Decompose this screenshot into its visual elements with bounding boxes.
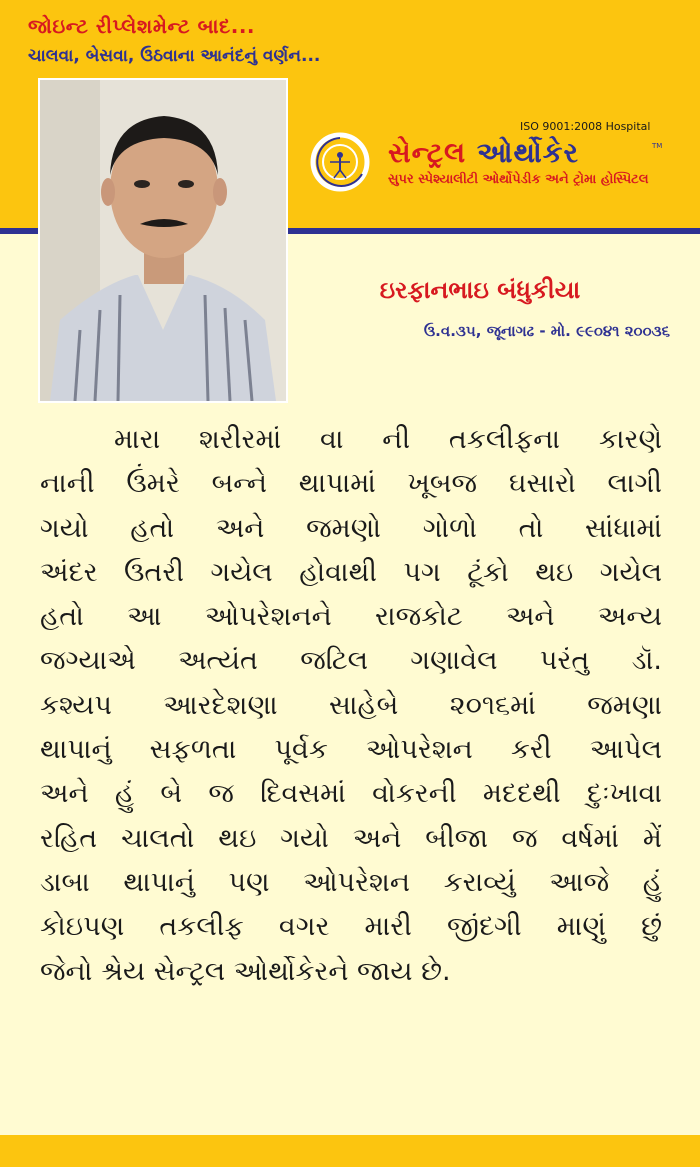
testimonial-line: હતો આ ઓપરેશનને રાજકોટ અને અન્ય xyxy=(40,601,662,633)
testimonial-line: થાપાનું સફળતા પૂર્વક ઓપરેશન કરી આપેલ xyxy=(40,734,662,766)
testimonial-line: મારા શરીરમાં વા ની તકલીફના કારણે xyxy=(114,424,662,455)
subheadline: ચાલવા, બેસવા, ઉઠવાના આનંદનું વર્ણન... xyxy=(28,46,321,66)
patient-photo xyxy=(38,78,288,403)
testimonial-text xyxy=(40,418,662,994)
patient-portrait-icon xyxy=(40,80,286,401)
testimonial-line: કશ્યપ આરદેશણા સાહેબે ૨૦૧૬માં જમણા xyxy=(40,689,662,721)
testimonial-line: કોઇપણ તકલીફ વગર મારી જીંદગી માણું છું xyxy=(40,911,662,943)
testimonial-line: ગયો હતો અને જમણો ગોળો તો સાંધામાં xyxy=(40,512,662,544)
testimonial-line: નાની ઉંમરે બન્ને થાપામાં ખૂબજ ઘસારો લાગી xyxy=(40,468,662,500)
hospital-logo-icon xyxy=(310,132,370,192)
testimonial-line: અને હું બે જ દિવસમાં વોકરની મદદથી દુઃખાવા xyxy=(40,778,662,810)
testimonial-line: રહિત ચાલતો થઇ ગયો અને બીજા જ વર્ષમાં મેં xyxy=(40,822,662,854)
hospital-brand xyxy=(388,136,579,170)
testimonial-line: જગ્યાએ અત્યંત જટિલ ગણાવેલ પરંતુ ડૉ. xyxy=(40,645,662,677)
brand-part-1: સેન્ટ્રલ xyxy=(388,136,467,169)
hospital-tagline: સુપર સ્પેશ્યાલીટી ઓર્થોપેડીક અને ટ્રોમા હોસ્પિટલ xyxy=(388,172,649,187)
patient-details: ઉ.વ.૩૫, જૂનાગઢ - મો. ૯૯૦૪૧ ૨૦૦૩૬ xyxy=(423,322,670,340)
testimonial-line: જેનો શ્રેય સેન્ટ્રલ ઓર્થોકેરને જાય છે. xyxy=(40,955,451,987)
trademark: TM xyxy=(652,142,663,150)
iso-certification: ISO 9001:2008 Hospital xyxy=(520,120,651,133)
testimonial-line: ડાબા થાપાનું પણ ઓપરેશન કરાવ્યું આજે હું xyxy=(40,866,662,898)
testimonial-line: અંદર ઉતરી ગયેલ હોવાથી પગ ટૂંકો થઇ ગયેલ xyxy=(40,556,662,588)
headline: જોઇન્ટ રીપ્લેશમેન્ટ બાદ... xyxy=(28,14,256,38)
footer-band xyxy=(0,1135,700,1167)
brand-part-2: ઓર્થોકેર xyxy=(466,136,579,169)
patient-name: ઇરફાનભાઇ બંધુકીયા xyxy=(379,276,581,304)
